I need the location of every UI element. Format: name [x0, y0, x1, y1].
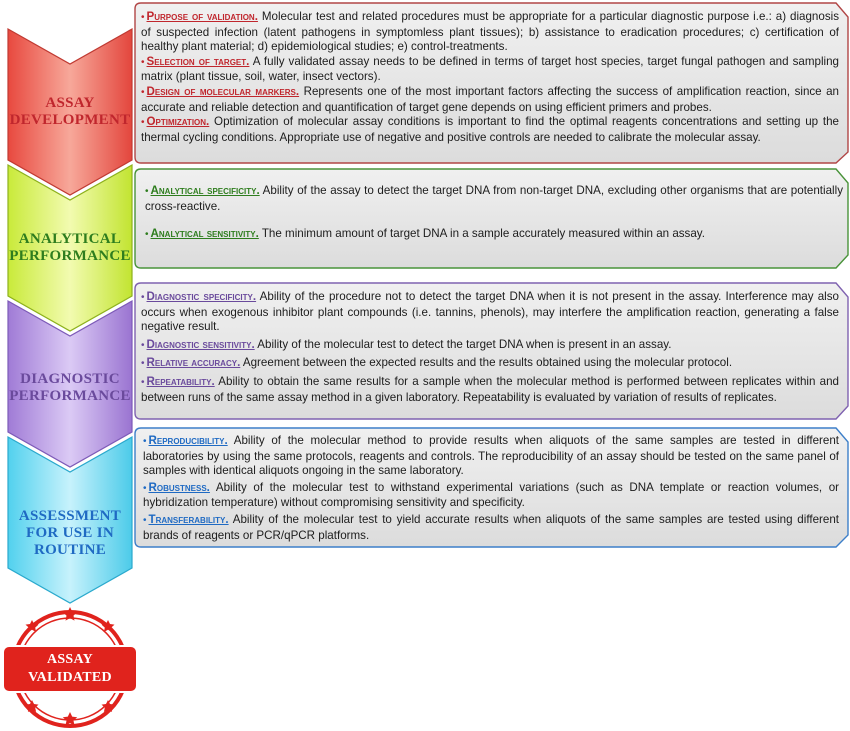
stage-label-assessment-for-use: ASSESSMENT FOR USE IN ROUTINE: [18, 508, 122, 558]
item-analytical-sensitivity: • Analytical sensitivity. The minimum amount of target DNA in a sample accurately measured within an assay.: [145, 227, 705, 241]
item-relative-accuracy: • Relative accuracy. Agreement between the expected results and the results obtained using the molecular protocol.: [141, 356, 733, 370]
item-analytical-specificity: • Analytical specificity. Ability of the assay to detect the target DNA from non-target DNA, excluding other organisms that are potentially cross-reactive.: [145, 184, 844, 213]
stage-label-assay-development: ASSAY DEVELOPMENT: [9, 95, 131, 128]
stamp-line-2: VALIDATED: [28, 670, 112, 685]
stamp-line-1: ASSAY: [46, 652, 94, 667]
item-transferability: • Transferability. Ability of the molecular test to yield accurate results when aliquots of the same samples are tested using different brands of reagents or PCR/qPCR platforms.: [143, 512, 839, 542]
item-reproducibility: • Reproducibility. Ability of the molecular method to provide results when aliquots of the same samples are tested in different laboratories by using the same protocols, reagents and controls. The reproducibility of an assay should be tested on the same panel of samples with identical aliquots ongoing in the same laboratory.: [143, 434, 839, 478]
item-diagnostic-sensitivity: • Diagnostic sensitivity. Ability of the molecular test to detect the target DNA when is present in an assay.: [141, 337, 672, 351]
assessment-for-use-items: [143, 434, 839, 543]
item-diagnostic-specificity: • Diagnostic specificity. Ability of the procedure not to detect the target DNA when it is not present in the assay. Interference may also occurs when exogenous inhibitor plant compounds (i.e. tannins, phenols), may interfere the amplification reaction, generating a false negative result.: [141, 290, 839, 334]
item-robustness: • Robustness. Ability of the molecular test to withstand experimental variations (such as DNA template or reaction volumes, or hybridization temperature) without compromising sensitivity and specificity.: [143, 480, 839, 510]
diagnostic-performance-items: [141, 290, 839, 405]
analytical-performance-items: [145, 184, 843, 243]
item-purpose-of-validation: • Purpose of validation. Molecular test and related procedures must be appropriate for a particular diagnostic purpose i.e.: a) diagnosis of suspected infection (latent pathogens in symptomless plant tissues); b) assistance to eradication procedures; c) certification of healthy plant material; d) epidemiological studies; e) control-treatments.: [141, 10, 839, 54]
item-design-of-molecular-markers: • Design of molecular markers. Represents one of the most important factors affecting the success of amplification reaction, since an accurate and reliable detection and quantification of target gene depends on using efficient primers and probes.: [141, 84, 839, 114]
item-selection-of-target: • Selection of target. A fully validated assay needs to be defined in terms of target host species, target fungal pathogen and sampling matrix (plant tissue, soil, water, insect vectors).: [141, 54, 840, 84]
stage-label-diagnostic-performance: DIAGNOSTIC PERFORMANCE: [9, 371, 131, 404]
assay-development-items: [141, 10, 839, 145]
item-optimization: • Optimization. Optimization of molecular assay conditions is important to find the optimal reagents concentrations and setting up the thermal cycling conditions. Appropriate use of negative and positive controls are needed to calibrate the molecular assay.: [141, 115, 839, 144]
stage-label-analytical-performance: ANALYTICAL PERFORMANCE: [9, 231, 131, 264]
item-repeatability: • Repeatability. Ability to obtain the same results for a sample when the molecular method is performed between replicates within and between runs of the same assay method in a given laboratory. Repeatability is evaluated by variation of results of replicates.: [141, 374, 839, 404]
